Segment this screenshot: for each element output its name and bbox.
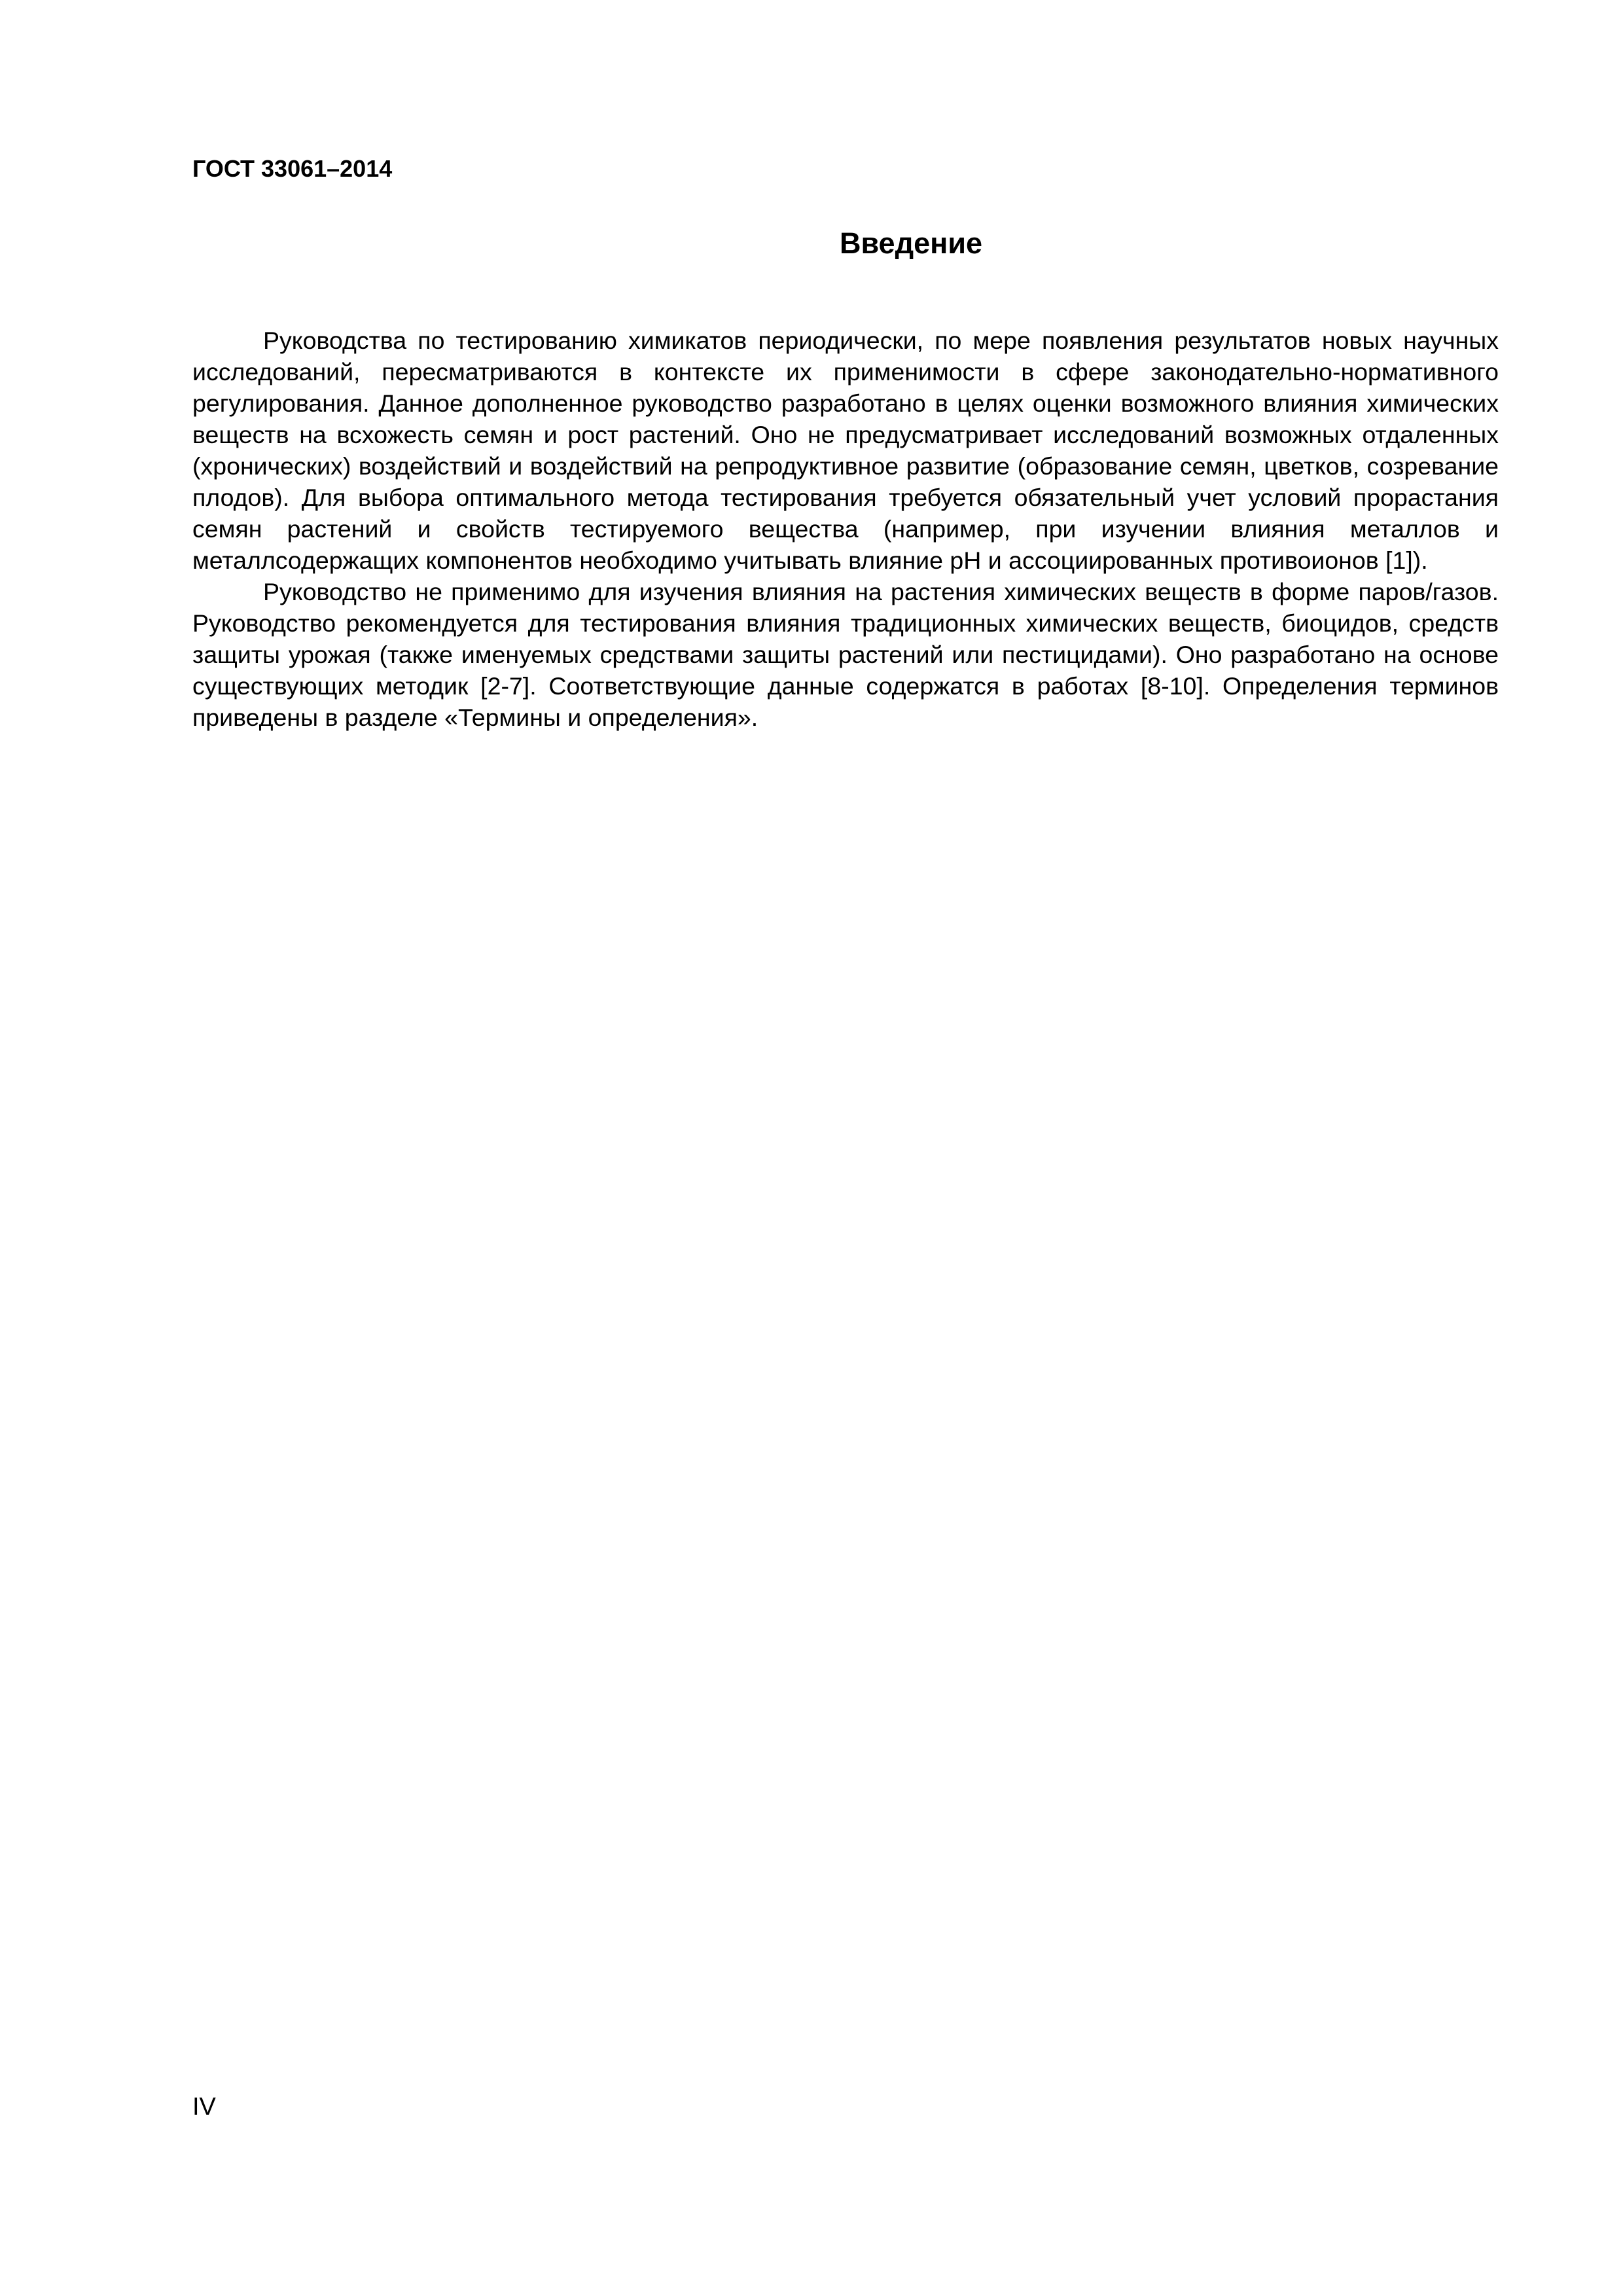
- body-text: [192, 325, 1499, 733]
- section-title: Введение: [839, 226, 983, 260]
- paragraph-1: Руководства по тестированию химикатов периодически, по мере появления результатов новых научных исследований, пересматриваются в контексте их применимости в сфере законодательно-нормативного регулирования. Данное дополненное руководство разработано в целях оценки возможного влияния химических веществ на всхожесть семян и рост растений. Оно не предусматривает исследований возможных отдаленных (хронических) воздействий и воздействий на репродуктивное развитие (образование семян, цветков, созревание плодов). Для выбора оптимального метода тестирования требуется обязательный учет условий прорастания семян растений и свойств тестируемого вещества (например, при изучении влияния металлов и металлсодержащих компонентов необходимо учитывать влияние pH и ассоциированных противоионов [1]).: [192, 327, 1499, 574]
- paragraph-2: Руководство не применимо для изучения влияния на растения химических веществ в форме паров/газов. Руководство рекомендуется для тестирования влияния традиционных химических веществ, биоцидов, средств защиты урожая (также именуемых средствами защиты растений или пестицидами). Оно разработано на основе существующих методик [2-7]. Соответствующие данные содержатся в работах [8-10]. Определения терминов приведены в разделе «Термины и определения».: [192, 578, 1499, 731]
- standard-designation: ГОСТ 33061–2014: [192, 155, 393, 182]
- page-number: IV: [192, 2093, 216, 2121]
